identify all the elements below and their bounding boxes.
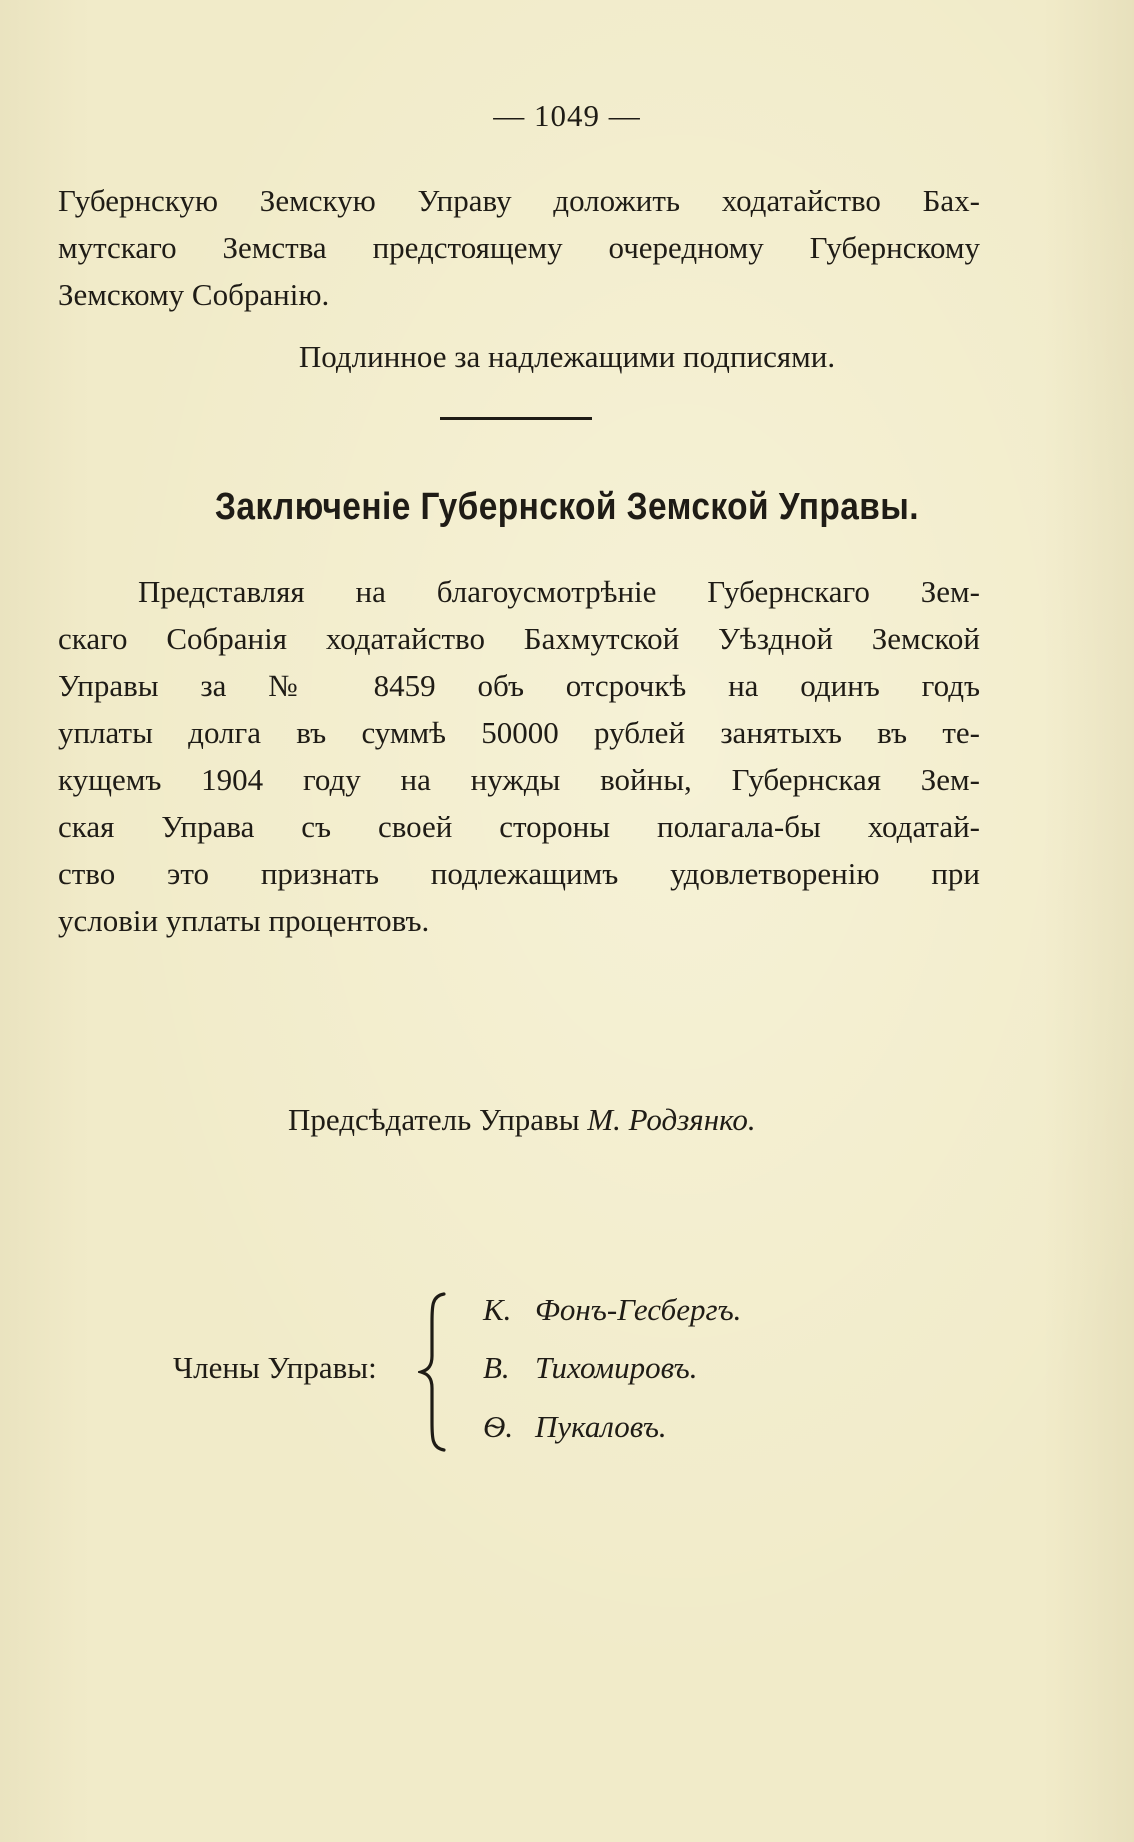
original-note: Подлинное за надлежащими подписями. (298, 339, 836, 374)
intro-paragraph (58, 177, 980, 318)
curly-brace-icon (418, 1292, 448, 1452)
body-line: кущемъ 1904 году на нужды войны, Губернская Зем- (58, 762, 980, 797)
member-signature (483, 1292, 741, 1328)
chairman-name: М. Родзянко. (587, 1102, 756, 1137)
members-label: Члены Управы: (173, 1350, 377, 1385)
body-line: скаго Собранія ходатайство Бахмутской Уѣздной Земской (58, 621, 980, 656)
body-line: ская Управа съ своей стороны полагала-бы ходатай- (58, 809, 980, 844)
member-surname: Фонъ-Гесбергъ. (535, 1292, 742, 1327)
member-surname: Тихомировъ. (535, 1350, 698, 1385)
body-line: условіи уплаты процентовъ. (58, 903, 430, 938)
chairman-signature (288, 1102, 756, 1138)
intro-line: Земскому Собранію. (58, 277, 330, 312)
body-line: Представляя на благоусмотрѣніе Губернскаго Зем- (138, 574, 980, 609)
member-initial: Ѳ. (483, 1409, 514, 1444)
intro-line: мутскаго Земства предстоящему очередному Губернскому (58, 230, 980, 265)
section-heading: Заключеніе Губернской Земской Управы. (215, 486, 919, 528)
chairman-title: Предсѣдатель Управы (288, 1102, 580, 1137)
section-divider (440, 417, 592, 420)
member-initial: К. (483, 1292, 512, 1327)
page-number: — 1049 — (493, 98, 641, 133)
body-line: уплаты долга въ суммѣ 50000 рублей занятыхъ въ те- (58, 715, 980, 750)
body-paragraph (58, 568, 980, 944)
body-line: ство это признать подлежащимъ удовлетворенію при (58, 856, 980, 891)
body-line: Управы за № 8459 объ отсрочкѣ на одинъ годъ (58, 668, 980, 703)
intro-line: Губернскую Земскую Управу доложить ходатайство Бах- (58, 183, 980, 218)
member-surname: Пукаловъ. (535, 1409, 667, 1444)
member-signature (483, 1409, 667, 1445)
member-initial: В. (483, 1350, 510, 1385)
member-signature (483, 1350, 697, 1386)
